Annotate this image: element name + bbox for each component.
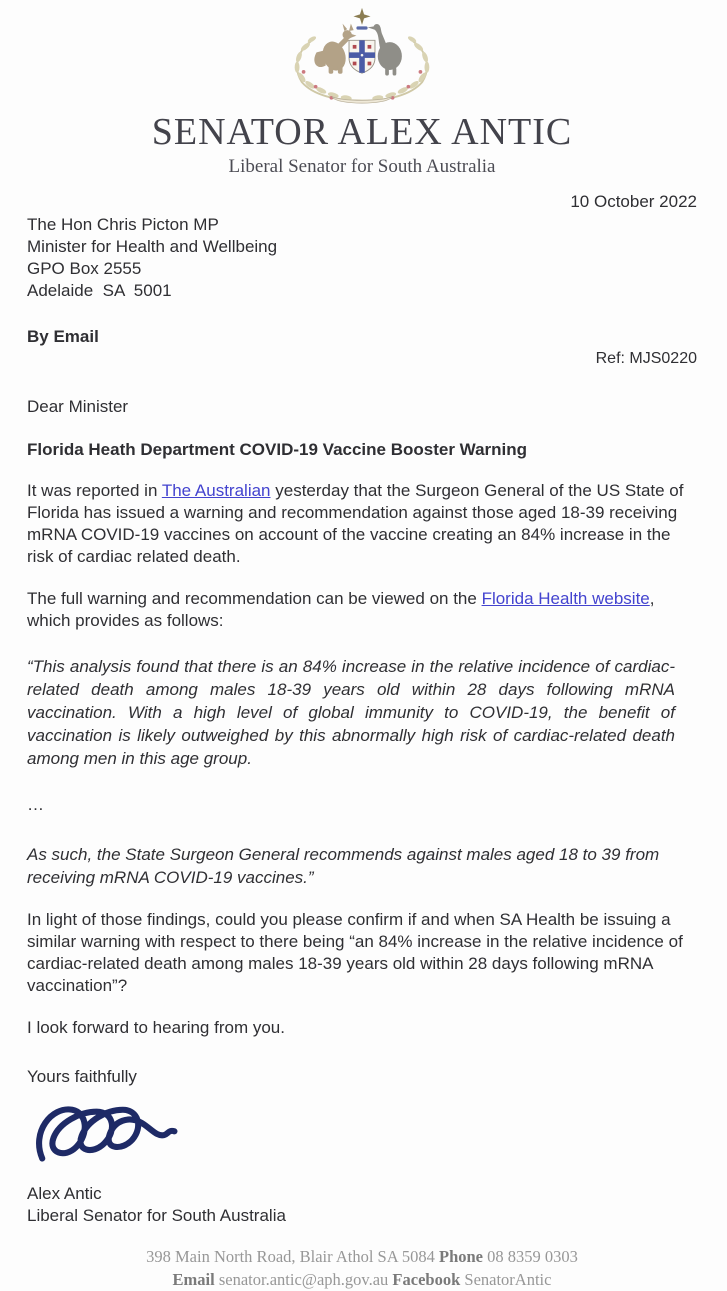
body-paragraph-4: I look forward to hearing from you. — [27, 1017, 285, 1037]
signature-image — [31, 1098, 697, 1179]
quote-paragraph-2: As such, the State Surgeon General recommends against males aged 18 to 39 from receiving mRNA COVID-19 vaccines.” — [27, 844, 660, 887]
sender-block — [27, 1183, 697, 1227]
recipient-address — [27, 214, 697, 302]
shield-icon — [349, 40, 375, 73]
letter-date: 10 October 2022 — [570, 191, 697, 211]
reference-number: Ref: MJS0220 — [595, 349, 697, 367]
letterhead — [27, 6, 697, 178]
facebook-label: Facebook — [392, 1269, 461, 1289]
letterhead-title: SENATOR ALEX ANTIC — [151, 111, 573, 153]
body-paragraph-3: In light of those findings, could you please confirm if and when SA Health be issuing a similar warning with respect to there being “an 84% increase in the relative incidence of cardiac-related death among males 18-39 years old within 28 days following mRNA vaccination”? — [27, 909, 683, 995]
closing: Yours faithfully — [27, 1066, 137, 1086]
quote-paragraph-1: “This analysis found that there is an 84% increase in the relative incidence of cardiac-related death among males 18-39 years old within 28 days following mRNA vaccination. With a high level of global immunity to COVID-19, the benefit of vaccination is likely outweighed by this abnormally high risk of cardiac-related death among men in this age group. — [27, 656, 675, 768]
quote-ellipsis: … — [27, 794, 44, 814]
commonwealth-star-icon — [353, 8, 370, 30]
body-paragraph-1 — [27, 480, 687, 568]
para2-text-after: , which provides as follows: — [27, 588, 655, 630]
recipient-city: Adelaide SA 5001 — [27, 280, 172, 300]
body-paragraph-2 — [27, 588, 687, 632]
sender-name: Alex Antic — [27, 1183, 102, 1203]
footer — [27, 1245, 697, 1291]
facebook-handle: SenatorAntic — [464, 1269, 552, 1289]
footer-address: 398 Main North Road, Blair Athol SA 5084 — [146, 1246, 435, 1266]
recipient-title: Minister for Health and Wellbeing — [27, 236, 278, 256]
link-florida-health-website[interactable]: Florida Health website — [481, 588, 650, 608]
footer-line-2 — [27, 1268, 697, 1291]
email-label: Email — [172, 1269, 215, 1289]
subject-line: Florida Heath Department COVID-19 Vaccine Booster Warning — [27, 439, 528, 459]
letterhead-subtitle: Liberal Senator for South Australia — [228, 155, 496, 177]
email-address: senator.antic@aph.gov.au — [218, 1269, 389, 1289]
footer-line-1 — [27, 1245, 697, 1268]
recipient-name: The Hon Chris Picton MP — [27, 214, 219, 234]
link-the-australian[interactable]: The Australian — [161, 480, 271, 500]
phone-number: 08 8359 0303 — [487, 1246, 578, 1266]
delivery-method: By Email — [27, 326, 99, 346]
para1-text-before: It was reported in — [27, 480, 162, 500]
recipient-po-box: GPO Box 2555 — [27, 258, 142, 278]
sender-title: Liberal Senator for South Australia — [27, 1205, 286, 1225]
para2-text-before: The full warning and recommendation can be viewed on the — [27, 588, 482, 608]
signature-stroke — [39, 1109, 174, 1158]
signature-ink-icon — [31, 1098, 181, 1174]
phone-label: Phone — [438, 1246, 483, 1266]
para1-text-after: yesterday that the Surgeon General of the US State of Florida has issued a warning and recommendation against those aged 18-39 receiving mRNA COVID-19 vaccines on account of the vaccine creating an 84% increase in the risk of cardiac related death. — [27, 480, 684, 566]
salutation: Dear Minister — [27, 396, 129, 416]
australian-coat-of-arms-icon — [283, 6, 441, 108]
